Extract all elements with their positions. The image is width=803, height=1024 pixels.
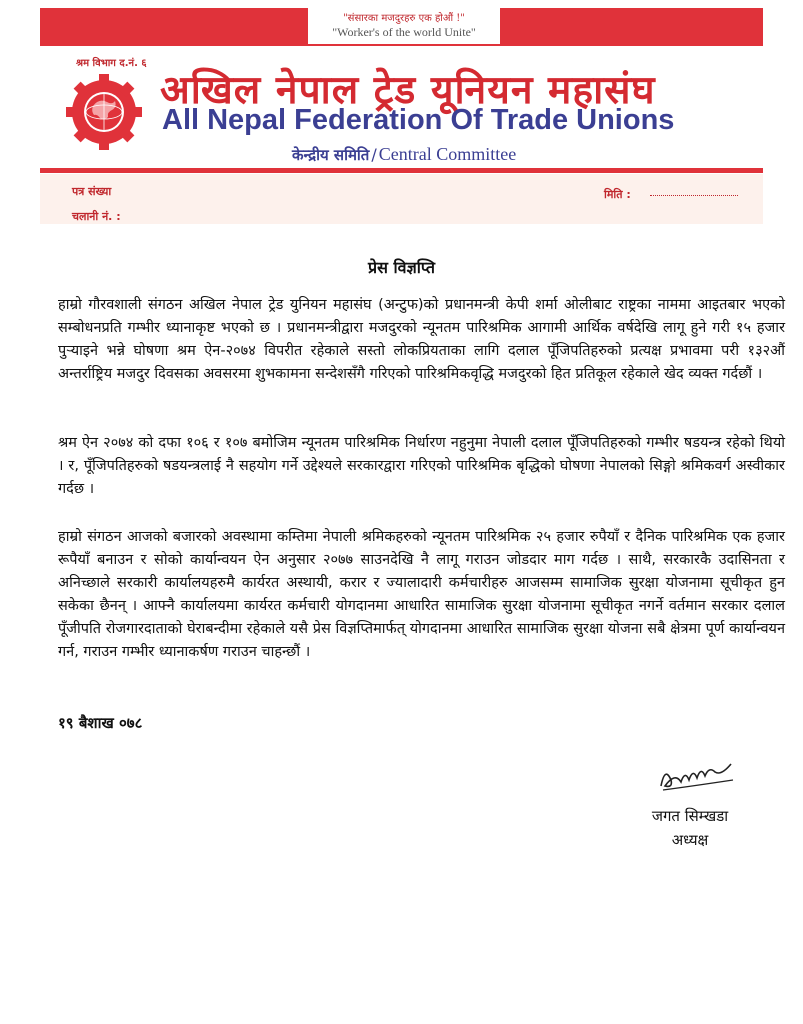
separator-slash: / xyxy=(371,145,377,164)
motto-english: "Worker's of the world Unite" xyxy=(332,25,476,39)
committee-line xyxy=(292,144,516,165)
org-name-nepali: अखिल नेपाल ट्रेड यूनियन महासंघ xyxy=(160,68,656,113)
globe-gear-logo-icon xyxy=(64,72,144,152)
registration-number: श्रम विभाग द.नं. ६ xyxy=(76,58,147,69)
reference-number-label: पत्र संख्या xyxy=(72,185,112,198)
signer-name: जगत सिम्खडा xyxy=(651,807,729,825)
header-divider xyxy=(40,168,763,173)
paragraph-2: श्रम ऐन २०७४ को दफा १०६ र १०७ बमोजिम न्यूनतम पारिश्रमिक निर्धारण नहुनुमा नेपाली दलाल पूँजिपतिहरुको गम्भीर षडयन्त्र रहेको थियो । र, पूँजिपतिहरुको षडयन्त्रलाई नै सहयोग गर्ने उद्देश्यले सरकारद्वारा गरिएको पारिश्रमिक बृद्धिको घोषणा नेपालको सिङ्गो श्रमिकवर्ग अस्वीकार गर्दछ । xyxy=(58,435,785,497)
motto-box xyxy=(308,8,500,44)
paragraph-3: हाम्रो संगठन आजको बजारको अवस्थामा कम्तिमा नेपाली श्रमिकहरुको न्यूनतम पारिश्रमिक २५ हजार रुपैयाँ र दैनिक पारिश्रमिक एक हजार रूपैयाँ बनाउन र सोको कार्यान्वयन ऐन अनुसार २०७७ साउनदेखि नै लागू गराउन जोडदार माग गर्दछ । साथै, सरकारकै उदासिनता र अनिच्छाले सरकारी कार्यालयहरुमै कार्यरत अस्थायी, करार र ज्यालादारी कर्मचारीहरु आजसम्म सामाजिक सुरक्षा योजनामा सूचीकृत हुन सकेका छैनन् । आफ्नै कार्यालयमा कार्यरत कर्मचारी योगदानमा आधारित सामाजिक सुरक्षा योजनामा सूचीकृत नगर्ने वर्तमान सरकार दलाल पूँजीपति रोजगारदाताको घेराबन्दीमा रहेकाले यसै प्रेस विज्ञप्तिमार्फत् योगदानमा आधारित सामाजिक सुरक्षा योजना सबै क्षेत्रमा पूर्ण कार्यान्वयन गर्न, गराउन गम्भीर ध्यानाकर्षण गराउन चाहन्छौं । xyxy=(58,529,785,660)
document-title: प्रेस विज्ञप्ति xyxy=(368,258,435,277)
handwritten-signature xyxy=(655,758,745,798)
motto-nepali: "संसारका मजदुरहरु एक होऔं !" xyxy=(343,13,465,24)
date-label: मिति : xyxy=(604,188,631,201)
paragraph-1: हाम्रो गौरवशाली संगठन अखिल नेपाल ट्रेड युनियन महासंघ (अन्टुफ)को प्रधानमन्त्री केपी शर्मा ओलीबाट राष्ट्रका नाममा आइतबार भएको सम्बोधनप्रति गम्भीर ध्यानाकृष्ट भएको छ । प्रधानमन्त्रीद्वारा मजदुरको न्यूनतम पारिश्रमिक आगामी आर्थिक वर्षदेखि लागू हुने गरी १५ हजार पुर्‍याइने भन्ने घोषणा श्रम ऐन-२०७४ विपरीत रहेकाले सस्तो लोकप्रियताका लागि दलाल पूँजिपतिहरुको प्रत्यक्ष प्रभावमा परी १३२औं अन्तर्राष्ट्रिय मजदुर दिवसका अवसरमा शुभकामना सन्देशसँगै गरिएको पारिश्रमिकवृद्धि मजदुरको हित प्रतिकूल रहेकाले खेद व्यक्त गर्दछौं । xyxy=(58,297,785,382)
committee-nepali: केन्द्रीय समिति xyxy=(292,146,370,164)
signer-title: अध्यक्ष xyxy=(671,831,709,849)
committee-english: Central Committee xyxy=(378,144,517,164)
reference-area xyxy=(40,174,763,224)
document-date: १९ बैशाख ०७८ xyxy=(58,714,143,732)
dispatch-number-label: चलानी नं. : xyxy=(72,210,121,223)
date-fill-line xyxy=(650,195,738,196)
org-name-english: All Nepal Federation Of Trade Unions xyxy=(162,104,675,136)
